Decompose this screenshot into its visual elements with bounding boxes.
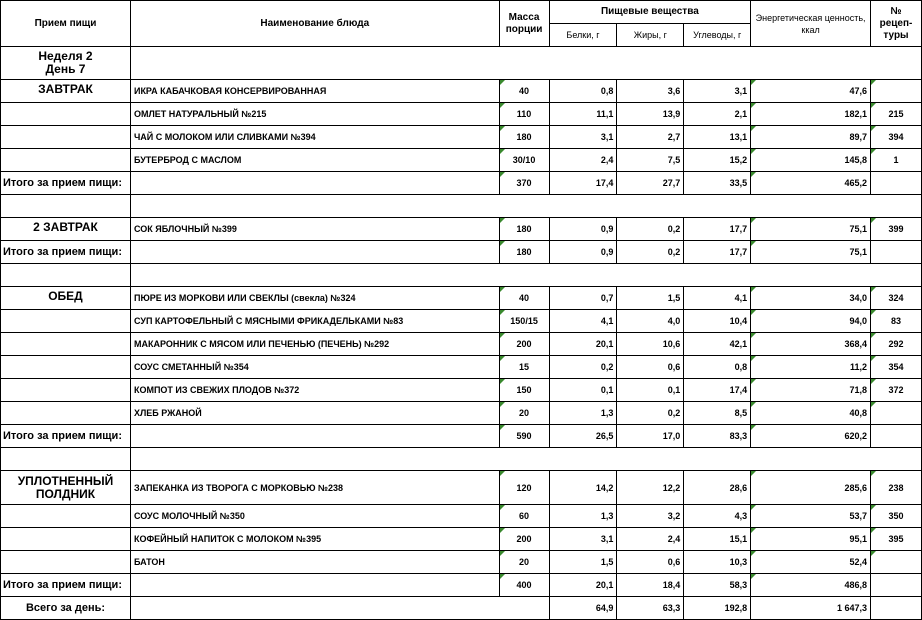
total-portion: 370	[499, 172, 549, 195]
menu-item-row	[1, 402, 922, 425]
recipe-number: 324	[870, 287, 921, 310]
meal-total-blank	[130, 574, 499, 597]
recipe-number: 350	[870, 505, 921, 528]
grand-total-energy: 1 647,3	[751, 597, 871, 620]
protein-value: 4,1	[549, 310, 617, 333]
total-fat: 17,0	[617, 425, 684, 448]
energy-value: 40,8	[751, 402, 871, 425]
menu-item-row	[1, 287, 922, 310]
grand-total-label: Всего за день:	[1, 597, 131, 620]
total-fat: 18,4	[617, 574, 684, 597]
fat-value: 0,2	[617, 218, 684, 241]
meal-name: ОБЕД	[1, 287, 131, 310]
total-fat: 27,7	[617, 172, 684, 195]
meal-blank	[1, 356, 131, 379]
protein-value: 3,1	[549, 528, 617, 551]
total-recipe-blank	[870, 172, 921, 195]
spacer-row	[1, 195, 922, 218]
meal-blank	[1, 103, 131, 126]
dish-name: МАКАРОННИК С МЯСОМ ИЛИ ПЕЧЕНЬЮ (ПЕЧЕНЬ) №292	[130, 333, 499, 356]
recipe-number: 215	[870, 103, 921, 126]
energy-value: 285,6	[751, 471, 871, 505]
total-energy: 75,1	[751, 241, 871, 264]
spacer-cell	[1, 195, 131, 218]
recipe-number	[870, 402, 921, 425]
meal-blank	[1, 505, 131, 528]
total-energy: 620,2	[751, 425, 871, 448]
protein-value: 1,5	[549, 551, 617, 574]
protein-value: 0,2	[549, 356, 617, 379]
dish-name: ПЮРЕ ИЗ МОРКОВИ ИЛИ СВЕКЛЫ (свекла) №324	[130, 287, 499, 310]
total-portion: 180	[499, 241, 549, 264]
meal-total-label: Итого за прием пищи:	[1, 241, 131, 264]
spacer-row	[1, 448, 922, 471]
carbs-value: 10,4	[684, 310, 751, 333]
total-carbs: 17,7	[684, 241, 751, 264]
meal-total-blank	[130, 172, 499, 195]
recipe-number: 292	[870, 333, 921, 356]
fat-value: 1,5	[617, 287, 684, 310]
spacer-row	[1, 264, 922, 287]
energy-value: 145,8	[751, 149, 871, 172]
energy-value: 52,4	[751, 551, 871, 574]
meal-blank	[1, 379, 131, 402]
meal-total-blank	[130, 425, 499, 448]
menu-item-row	[1, 218, 922, 241]
meal-blank	[1, 126, 131, 149]
portion-value: 200	[499, 333, 549, 356]
total-fat: 0,2	[617, 241, 684, 264]
total-recipe-blank	[870, 425, 921, 448]
meal-total-label: Итого за прием пищи:	[1, 425, 131, 448]
fat-value: 0,6	[617, 551, 684, 574]
fat-value: 10,6	[617, 333, 684, 356]
energy-value: 71,8	[751, 379, 871, 402]
protein-value: 0,1	[549, 379, 617, 402]
energy-value: 53,7	[751, 505, 871, 528]
menu-item-row	[1, 471, 922, 505]
meal-name: УПЛОТНЕННЫЙ ПОЛДНИК	[1, 471, 131, 505]
spacer-cell	[130, 264, 921, 287]
portion-value: 200	[499, 528, 549, 551]
header-portion: Масса порции	[499, 1, 549, 47]
header-row	[1, 1, 922, 24]
portion-value: 40	[499, 287, 549, 310]
recipe-number: 394	[870, 126, 921, 149]
protein-value: 20,1	[549, 333, 617, 356]
carbs-value: 10,3	[684, 551, 751, 574]
dish-name: КОМПОТ ИЗ СВЕЖИХ ПЛОДОВ №372	[130, 379, 499, 402]
carbs-value: 17,4	[684, 379, 751, 402]
header-energy: Энергетическая ценность, ккал	[751, 1, 871, 47]
grand-total-protein: 64,9	[549, 597, 617, 620]
total-carbs: 58,3	[684, 574, 751, 597]
fat-value: 2,4	[617, 528, 684, 551]
menu-item-row	[1, 310, 922, 333]
protein-value: 1,3	[549, 505, 617, 528]
dish-name: БАТОН	[130, 551, 499, 574]
total-protein: 20,1	[549, 574, 617, 597]
meal-blank	[1, 310, 131, 333]
dish-name: СУП КАРТОФЕЛЬНЫЙ С МЯСНЫМИ ФРИКАДЕЛЬКАМИ №83	[130, 310, 499, 333]
protein-value: 0,9	[549, 218, 617, 241]
spacer-cell	[130, 448, 921, 471]
meal-blank	[1, 402, 131, 425]
total-protein: 0,9	[549, 241, 617, 264]
portion-value: 60	[499, 505, 549, 528]
energy-value: 47,6	[751, 80, 871, 103]
protein-value: 0,7	[549, 287, 617, 310]
header-nutrients: Пищевые вещества	[549, 1, 751, 24]
menu-item-row	[1, 379, 922, 402]
menu-item-row	[1, 80, 922, 103]
fat-value: 13,9	[617, 103, 684, 126]
total-protein: 26,5	[549, 425, 617, 448]
carbs-value: 17,7	[684, 218, 751, 241]
carbs-value: 8,5	[684, 402, 751, 425]
carbs-value: 28,6	[684, 471, 751, 505]
recipe-number: 83	[870, 310, 921, 333]
dish-name: ОМЛЕТ НАТУРАЛЬНЫЙ №215	[130, 103, 499, 126]
portion-value: 20	[499, 402, 549, 425]
carbs-value: 0,8	[684, 356, 751, 379]
recipe-number: 238	[870, 471, 921, 505]
dish-name: БУТЕРБРОД С МАСЛОМ	[130, 149, 499, 172]
portion-value: 20	[499, 551, 549, 574]
carbs-value: 15,2	[684, 149, 751, 172]
protein-value: 14,2	[549, 471, 617, 505]
total-protein: 17,4	[549, 172, 617, 195]
header-carbs: Углеводы, г	[684, 24, 751, 47]
energy-value: 368,4	[751, 333, 871, 356]
portion-value: 180	[499, 218, 549, 241]
dish-name: ЧАЙ С МОЛОКОМ ИЛИ СЛИВКАМИ №394	[130, 126, 499, 149]
meal-blank	[1, 551, 131, 574]
meal-name: ЗАВТРАК	[1, 80, 131, 103]
portion-value: 40	[499, 80, 549, 103]
menu-item-row	[1, 551, 922, 574]
portion-value: 150	[499, 379, 549, 402]
carbs-value: 3,1	[684, 80, 751, 103]
meal-total-label: Итого за прием пищи:	[1, 574, 131, 597]
fat-value: 3,6	[617, 80, 684, 103]
fat-value: 4,0	[617, 310, 684, 333]
total-portion: 590	[499, 425, 549, 448]
total-portion: 400	[499, 574, 549, 597]
fat-value: 7,5	[617, 149, 684, 172]
menu-item-row	[1, 149, 922, 172]
protein-value: 11,1	[549, 103, 617, 126]
carbs-value: 4,1	[684, 287, 751, 310]
grand-total-fat: 63,3	[617, 597, 684, 620]
energy-value: 182,1	[751, 103, 871, 126]
carbs-value: 4,3	[684, 505, 751, 528]
recipe-number: 399	[870, 218, 921, 241]
carbs-value: 15,1	[684, 528, 751, 551]
dish-name: СОК ЯБЛОЧНЫЙ №399	[130, 218, 499, 241]
week-day-blank	[130, 47, 921, 80]
menu-item-row	[1, 103, 922, 126]
header-protein: Белки, г	[549, 24, 617, 47]
protein-value: 2,4	[549, 149, 617, 172]
dish-name: СОУС МОЛОЧНЫЙ №350	[130, 505, 499, 528]
total-carbs: 33,5	[684, 172, 751, 195]
portion-value: 120	[499, 471, 549, 505]
recipe-number: 372	[870, 379, 921, 402]
header-fat: Жиры, г	[617, 24, 684, 47]
meal-total-row	[1, 172, 922, 195]
meal-blank	[1, 528, 131, 551]
header-meal: Прием пищи	[1, 1, 131, 47]
menu-item-row	[1, 333, 922, 356]
carbs-value: 42,1	[684, 333, 751, 356]
total-energy: 465,2	[751, 172, 871, 195]
recipe-number: 1	[870, 149, 921, 172]
week-day-row	[1, 47, 922, 80]
meal-total-blank	[130, 241, 499, 264]
portion-value: 150/15	[499, 310, 549, 333]
grand-total-carbs: 192,8	[684, 597, 751, 620]
energy-value: 75,1	[751, 218, 871, 241]
fat-value: 2,7	[617, 126, 684, 149]
recipe-number	[870, 551, 921, 574]
protein-value: 3,1	[549, 126, 617, 149]
dish-name: ЗАПЕКАНКА ИЗ ТВОРОГА С МОРКОВЬЮ №238	[130, 471, 499, 505]
energy-value: 11,2	[751, 356, 871, 379]
grand-total-recipe-blank	[870, 597, 921, 620]
total-recipe-blank	[870, 574, 921, 597]
portion-value: 110	[499, 103, 549, 126]
menu-item-row	[1, 126, 922, 149]
total-recipe-blank	[870, 241, 921, 264]
dish-name: СОУС СМЕТАННЫЙ №354	[130, 356, 499, 379]
spacer-cell	[1, 264, 131, 287]
meal-total-row	[1, 425, 922, 448]
meal-blank	[1, 149, 131, 172]
menu-item-row	[1, 356, 922, 379]
portion-value: 180	[499, 126, 549, 149]
header-dish: Наименование блюда	[130, 1, 499, 47]
total-carbs: 83,3	[684, 425, 751, 448]
carbs-value: 2,1	[684, 103, 751, 126]
meal-total-row	[1, 574, 922, 597]
meal-blank	[1, 333, 131, 356]
recipe-number: 395	[870, 528, 921, 551]
recipe-number: 354	[870, 356, 921, 379]
menu-item-row	[1, 528, 922, 551]
total-energy: 486,8	[751, 574, 871, 597]
fat-value: 0,6	[617, 356, 684, 379]
spacer-cell	[130, 195, 921, 218]
spacer-cell	[1, 448, 131, 471]
fat-value: 3,2	[617, 505, 684, 528]
portion-value: 15	[499, 356, 549, 379]
dish-name: ИКРА КАБАЧКОВАЯ КОНСЕРВИРОВАННАЯ	[130, 80, 499, 103]
portion-value: 30/10	[499, 149, 549, 172]
meal-total-label: Итого за прием пищи:	[1, 172, 131, 195]
energy-value: 34,0	[751, 287, 871, 310]
dish-name: КОФЕЙНЫЙ НАПИТОК С МОЛОКОМ №395	[130, 528, 499, 551]
meal-name: 2 ЗАВТРАК	[1, 218, 131, 241]
dish-name: ХЛЕБ РЖАНОЙ	[130, 402, 499, 425]
week-day-label: Неделя 2 День 7	[1, 47, 131, 80]
energy-value: 89,7	[751, 126, 871, 149]
recipe-number	[870, 80, 921, 103]
fat-value: 12,2	[617, 471, 684, 505]
energy-value: 95,1	[751, 528, 871, 551]
carbs-value: 13,1	[684, 126, 751, 149]
header-recipe: № рецеп-туры	[870, 1, 921, 47]
fat-value: 0,2	[617, 402, 684, 425]
grand-total-blank	[130, 597, 549, 620]
energy-value: 94,0	[751, 310, 871, 333]
grand-total-row	[1, 597, 922, 620]
protein-value: 1,3	[549, 402, 617, 425]
protein-value: 0,8	[549, 80, 617, 103]
meal-total-row	[1, 241, 922, 264]
menu-item-row	[1, 505, 922, 528]
fat-value: 0,1	[617, 379, 684, 402]
